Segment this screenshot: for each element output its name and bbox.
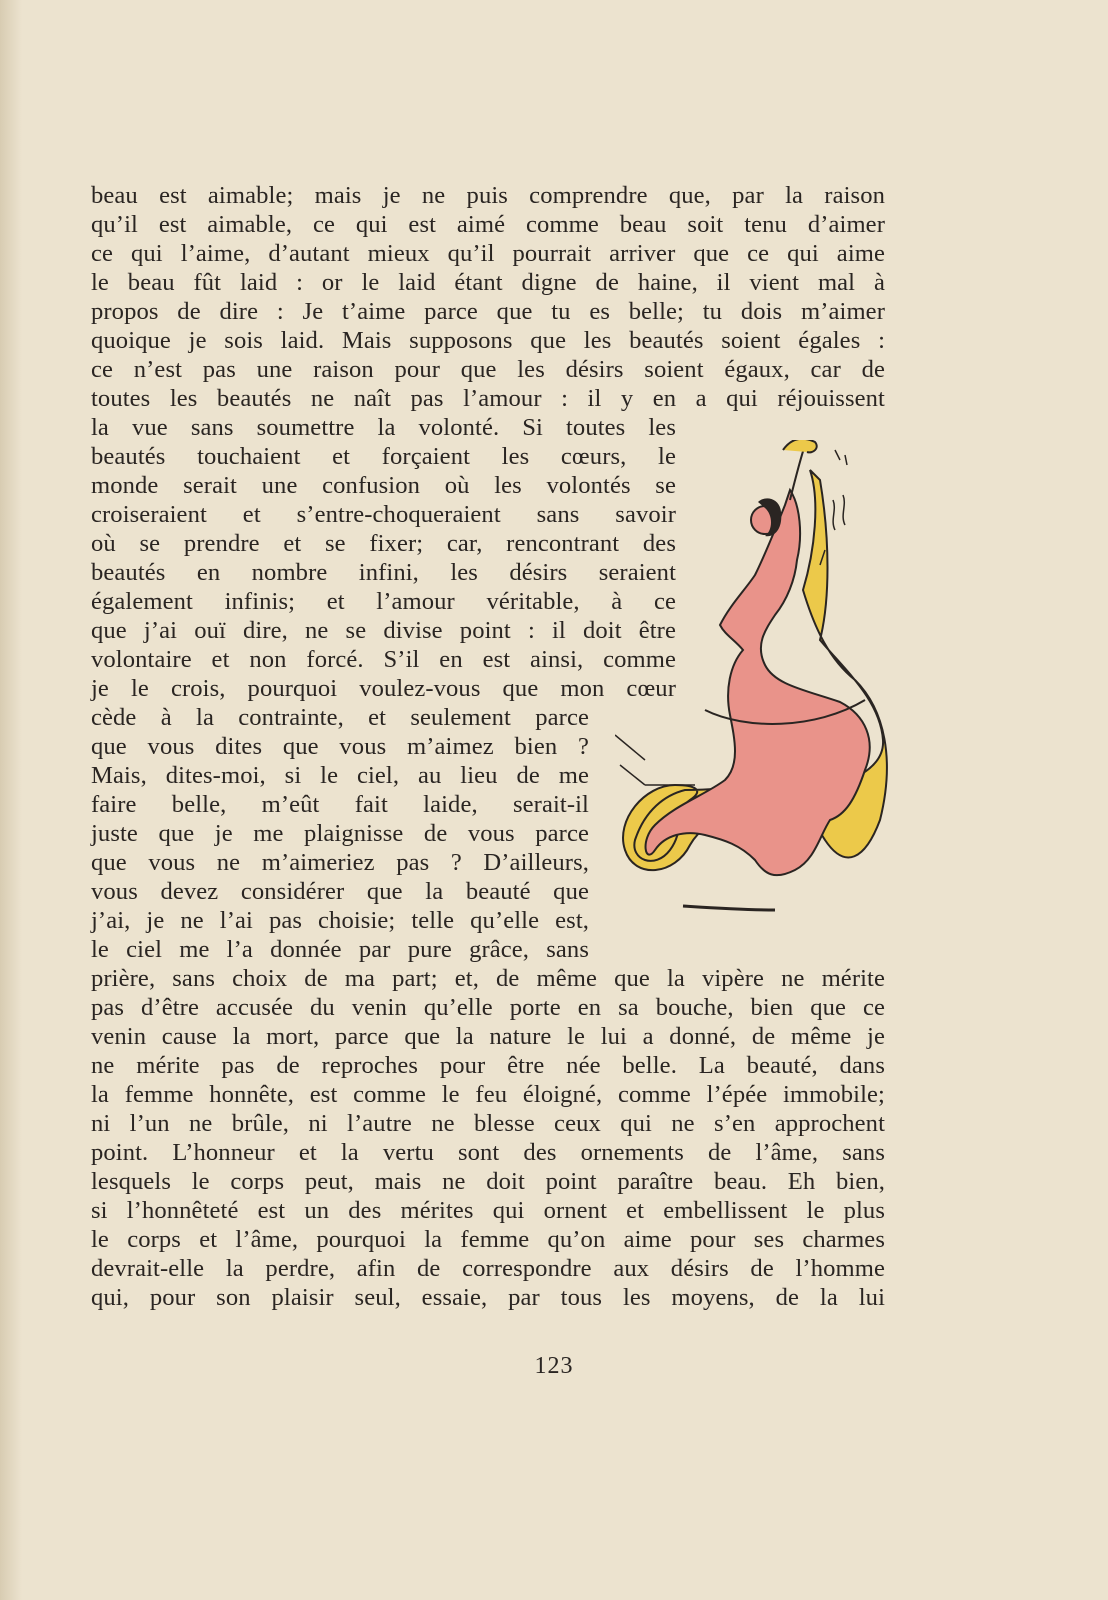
- text-line: Mais, dites-moi, si le ciel, au lieu de me: [91, 762, 589, 789]
- text-line: qui, pour son plaisir seul, essaie, par tous les moyens, de la lui: [91, 1284, 885, 1311]
- text-line: lesquels le corps peut, mais ne doit point paraître beau. Eh bien,: [91, 1168, 885, 1195]
- text-line: que j’ai ouï dire, ne se divise point : il doit être: [91, 617, 676, 644]
- dancing-woman-illustration: [615, 440, 915, 940]
- text-line: beau est aimable; mais je ne puis comprendre que, par la raison: [91, 182, 885, 209]
- text-line: quoique je sois laid. Mais supposons que les beautés soient égales :: [91, 327, 885, 354]
- text-line: je le crois, pourquoi voulez-vous que mon cœur: [91, 675, 676, 702]
- text-line: pas d’être accusée du venin qu’elle porte en sa bouche, bien que ce: [91, 994, 885, 1021]
- text-line: faire belle, m’eût fait laide, serait-il: [91, 791, 589, 818]
- text-line: toutes les beautés ne naît pas l’amour : il y en a qui réjouissent: [91, 385, 885, 412]
- text-line: le ciel me l’a donnée par pure grâce, sans: [91, 936, 589, 963]
- text-line: le beau fût laid : or le laid étant digne de haine, il vient mal à: [91, 269, 885, 296]
- text-line: beautés en nombre infini, les désirs seraient: [91, 559, 676, 586]
- text-line: j’ai, je ne l’ai pas choisie; telle qu’elle est,: [91, 907, 589, 934]
- text-line: ni l’un ne brûle, ni l’autre ne blesse ceux qui ne s’en approchent: [91, 1110, 885, 1137]
- text-line: croiseraient et s’entre-choqueraient sans savoir: [91, 501, 676, 528]
- text-line: que vous ne m’aimeriez pas ? D’ailleurs,: [91, 849, 589, 876]
- text-line: venin cause la mort, parce que la nature le lui a donné, de même je: [91, 1023, 885, 1050]
- text-line: si l’honnêteté est un des mérites qui ornent et embellissent le plus: [91, 1197, 885, 1224]
- text-line: que vous dites que vous m’aimez bien ?: [91, 733, 589, 760]
- text-line: vous devez considérer que la beauté que: [91, 878, 589, 905]
- page-number: 123: [534, 1353, 574, 1379]
- text-line: ce qui l’aime, d’autant mieux qu’il pourrait arriver que ce qui aime: [91, 240, 885, 267]
- text-line: juste que je me plaignisse de vous parce: [91, 820, 589, 847]
- text-line: point. L’honneur et la vertu sont des ornements de l’âme, sans: [91, 1139, 885, 1166]
- text-line: cède à la contrainte, et seulement parce: [91, 704, 589, 731]
- text-line: ce n’est pas une raison pour que les désirs soient égaux, car de: [91, 356, 885, 383]
- text-line: également infinis; et l’amour véritable, à ce: [91, 588, 676, 615]
- text-line: ne mérite pas de reproches pour être née belle. La beauté, dans: [91, 1052, 885, 1079]
- text-line: propos de dire : Je t’aime parce que tu es belle; tu dois m’aimer: [91, 298, 885, 325]
- text-line: beautés touchaient et forçaient les cœurs, le: [91, 443, 676, 470]
- text-line: devrait-elle la perdre, afin de correspondre aux désirs de l’homme: [91, 1255, 885, 1282]
- text-line: monde serait une confusion où les volontés se: [91, 472, 676, 499]
- text-line: le corps et l’âme, pourquoi la femme qu’on aime pour ses charmes: [91, 1226, 885, 1253]
- text-line: prière, sans choix de ma part; et, de même que la vipère ne mérite: [91, 965, 885, 992]
- text-line: volontaire et non forcé. S’il en est ainsi, comme: [91, 646, 676, 673]
- text-line: la vue sans soumettre la volonté. Si toutes les: [91, 414, 676, 441]
- text-line: où se prendre et se fixer; car, rencontrant des: [91, 530, 676, 557]
- text-line: qu’il est aimable, ce qui est aimé comme beau soit tenu d’aimer: [91, 211, 885, 238]
- text-line: la femme honnête, est comme le feu éloigné, comme l’épée immobile;: [91, 1081, 885, 1108]
